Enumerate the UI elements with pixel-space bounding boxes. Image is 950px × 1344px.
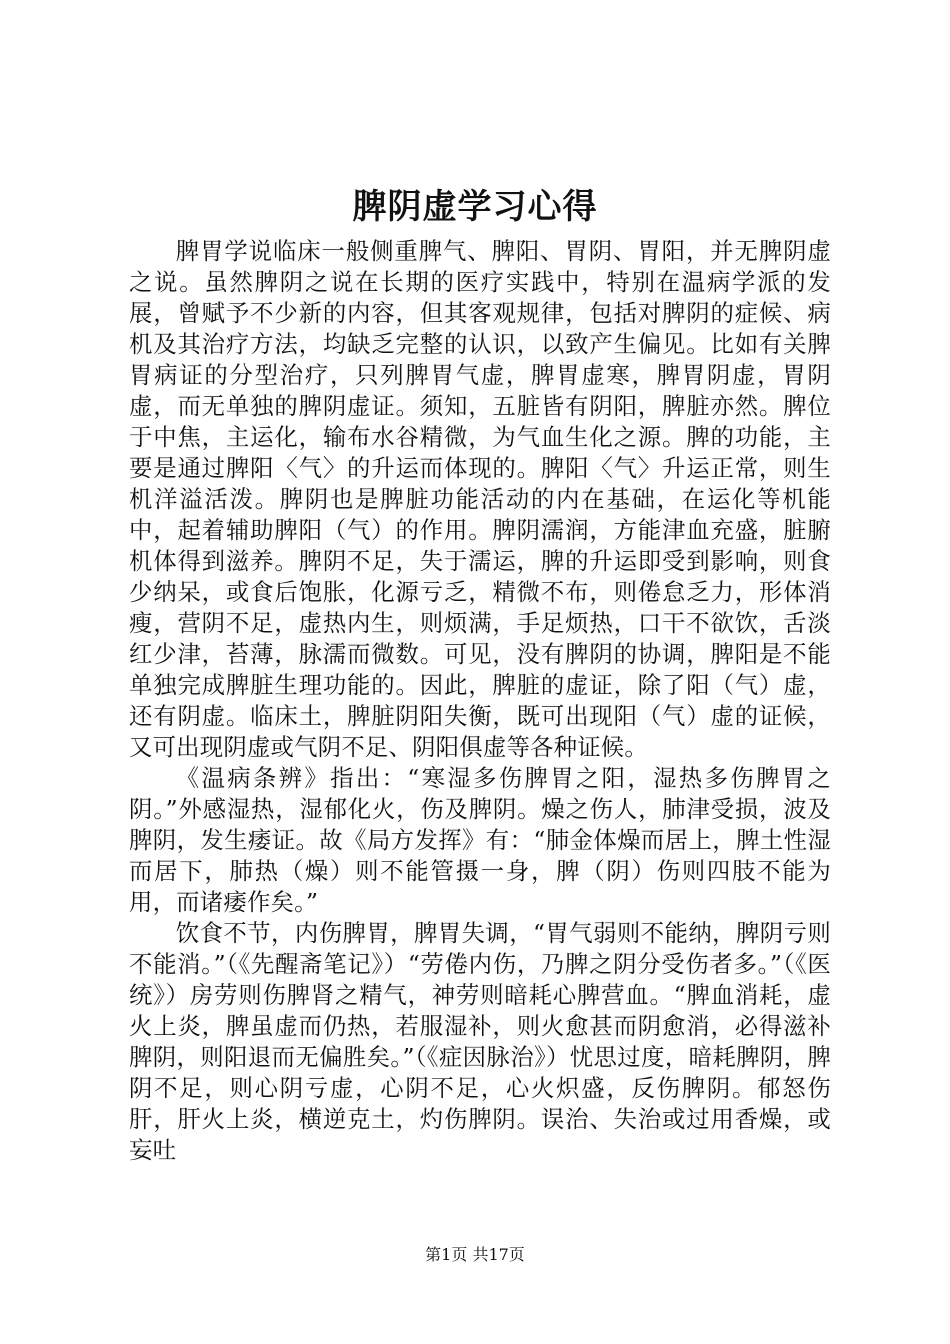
paragraph-1: 脾胃学说临床一般侧重脾气、脾阳、胃阴、胃阳，并无脾阴虚之说。虽然脾阴之说在长期的医疗实践中，特别在温病学派的发展，曾赋予不少新的内容，但其客观规律，包括对脾阴的症候、病机及其治疗方法，均缺乏完整的认识，以致产生偏见。比如有关脾胃病证的分型治疗，只列脾胃气虚，脾胃虚寒，脾胃阴虚，胃阴虚，而无单独的脾阴虚证。须知，五脏皆有阴阳，脾脏亦然。脾位于中焦，主运化，输布水谷精微，为气血生化之源。脾的功能，主要是通过脾阳〈气〉的升运而体现的。脾阳〈气〉升运正常，则生机洋溢活泼。脾阴也是脾脏功能活动的内在基础，在运化等机能中，起着辅助脾阳（气）的作用。脾阴濡润，方能津血充盛，脏腑机体得到滋养。脾阴不足，失于濡运，脾的升运即受到影响，则食少纳呆，或食后饱胀，化源亏乏，精微不布，则倦怠乏力，形体消瘦，营阴不足，虚热内生，则烦满，手足烦热，口干不欲饮，舌淡红少津，苔薄，脉濡而微数。可见，没有脾阴的协调，脾阳是不能单独完成脾脏生理功能的。因此，脾脏的虚证，除了阳（气）虚，还有阴虚。临床土，脾脏阴阳失衡，既可出现阳（气）虚的证候，又可出现阴虚或气阴不足、阴阳俱虚等各种证候。 <box>129 237 831 761</box>
document-title: 脾阴虚学习心得 <box>352 187 598 227</box>
paragraph-2: 《温病条辨》指出：“寒湿多伤脾胃之阳，湿热多伤脾胃之阴。”外感湿热，湿郁化火，伤及脾阴。燥之伤人，肺津受损，波及脾阴，发生痿证。故《局方发挥》有：“肺金体燥而居上，脾土性湿而居下，肺热（燥）则不能管摄一身，脾（阴）伤则四肢不能为用，而诸痿作矣。” <box>129 764 831 916</box>
document-body <box>129 236 831 1166</box>
paragraph-3: 饮食不节，内伤脾胃，脾胃失调，“胃气弱则不能纳，脾阴亏则不能消。”（《先醒斋笔记》）“劳倦内伤，乃脾之阴分受伤者多。”（《医统》）房劳则伤脾肾之精气，神劳则暗耗心脾营血。“脾血消耗，虚火上炎，脾虽虚而仍热，若服湿补，则火愈甚而阴愈消，必得滋补脾阴，则阳退而无偏胜矣。”（《症因脉治》）忧思过度，暗耗脾阴，脾阴不足，则心阴亏虚，心阴不足，心火炽盛，反伤脾阴。郁怒伤肝，肝火上炎，横逆克土，灼伤脾阴。误治、失治或过用香燥，或妄吐 <box>129 919 831 1164</box>
page-footer: 第1页 共17页 <box>425 1245 525 1264</box>
